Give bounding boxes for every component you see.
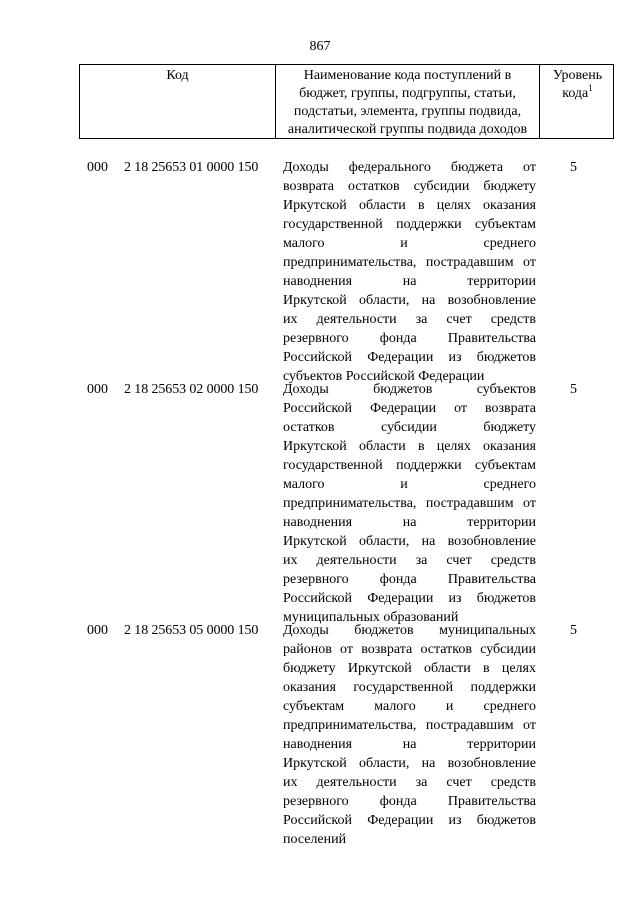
row-name-line: государственной поддержки субъектам [283, 217, 536, 232]
row-name-line: предпринимательства, пострадавшим от [283, 496, 536, 511]
table-header [79, 64, 614, 139]
row-name-line: Доходы федерального бюджета от [283, 160, 536, 175]
row-code: 2 18 25653 05 0000 150 [124, 623, 259, 638]
row-name-line: Российской Федерации из бюджетов [283, 813, 536, 828]
row-name-line: резервного фонда Правительства [283, 794, 536, 809]
row-name-line: субъектов Российской Федерации [283, 369, 485, 384]
row-name [283, 380, 536, 627]
row-name-line: их деятельности за счет средств [283, 775, 536, 790]
row-code-prefix: 000 [87, 382, 108, 397]
footnote-marker: 1 [588, 83, 593, 93]
header-code-cell [80, 65, 276, 138]
row-name-line: предпринимательства, пострадавшим от [283, 718, 536, 733]
row-name-line: Доходы бюджетов субъектов [283, 382, 536, 397]
row-name-line: Российской Федерации от возврата [283, 401, 536, 416]
row-name [283, 621, 536, 849]
row-code-prefix: 000 [87, 623, 108, 638]
row-name-line: Иркутской области, на возобновление [283, 534, 536, 549]
row-name-line: субъектам малого и среднего [283, 699, 536, 714]
row-name-line: Российской Федерации из бюджетов [283, 591, 536, 606]
header-name-line: подстатьи, элемента, группы подвида, [293, 104, 522, 119]
header-level-line: Уровень [552, 68, 603, 83]
row-name-line: оказания государственной поддержки [283, 680, 536, 695]
row-name-line: муниципальных образований [283, 610, 459, 625]
row-name-line: Российской Федерации из бюджетов [283, 350, 536, 365]
row-name-line: поселений [283, 832, 347, 847]
row-name-line: малого и среднего [283, 477, 536, 492]
row-code: 2 18 25653 01 0000 150 [124, 160, 259, 175]
header-name-line: Наименование кода поступлений в [303, 68, 512, 83]
row-name-line: Иркутской области, на возобновление [283, 293, 536, 308]
row-name-line: бюджету Иркутской области в целях [283, 661, 536, 676]
header-code-label: Код [166, 68, 189, 83]
row-level: 5 [570, 160, 577, 175]
header-name-line: бюджет, группы, подгруппы, статьи, [299, 86, 516, 101]
row-name-line: Доходы бюджетов муниципальных [283, 623, 536, 638]
row-name-line: возврата остатков субсидии бюджету [283, 179, 536, 194]
row-name [283, 158, 536, 386]
row-name-line: остатков субсидии бюджету [283, 420, 536, 435]
row-level: 5 [570, 382, 577, 397]
row-name-line: малого и среднего [283, 236, 536, 251]
row-name-line: резервного фонда Правительства [283, 572, 536, 587]
row-name-line: районов от возврата остатков субсидии [283, 642, 536, 657]
row-name-line: Иркутской области, на возобновление [283, 756, 536, 771]
row-name-line: их деятельности за счет средств [283, 553, 536, 568]
row-name-line: Иркутской области в целях оказания [283, 439, 536, 454]
row-name-line: наводнения на территории [283, 737, 536, 752]
row-name-line: наводнения на территории [283, 515, 536, 530]
row-name-line: Иркутской области в целях оказания [283, 198, 536, 213]
row-name-line: наводнения на территории [283, 274, 536, 289]
row-name-line: резервного фонда Правительства [283, 331, 536, 346]
row-name-line: предпринимательства, пострадавшим от [283, 255, 536, 270]
row-code: 2 18 25653 02 0000 150 [124, 382, 259, 397]
row-code-prefix: 000 [87, 160, 108, 175]
row-level: 5 [570, 623, 577, 638]
header-level-label: кода [562, 86, 589, 101]
page-number: 867 [309, 39, 331, 54]
header-name-line: аналитической группы подвида доходов [287, 122, 528, 137]
row-name-line: их деятельности за счет средств [283, 312, 536, 327]
header-level-line [540, 85, 615, 103]
row-name-line: государственной поддержки субъектам [283, 458, 536, 473]
header-name-cell [276, 65, 540, 138]
header-level-cell [540, 65, 615, 138]
